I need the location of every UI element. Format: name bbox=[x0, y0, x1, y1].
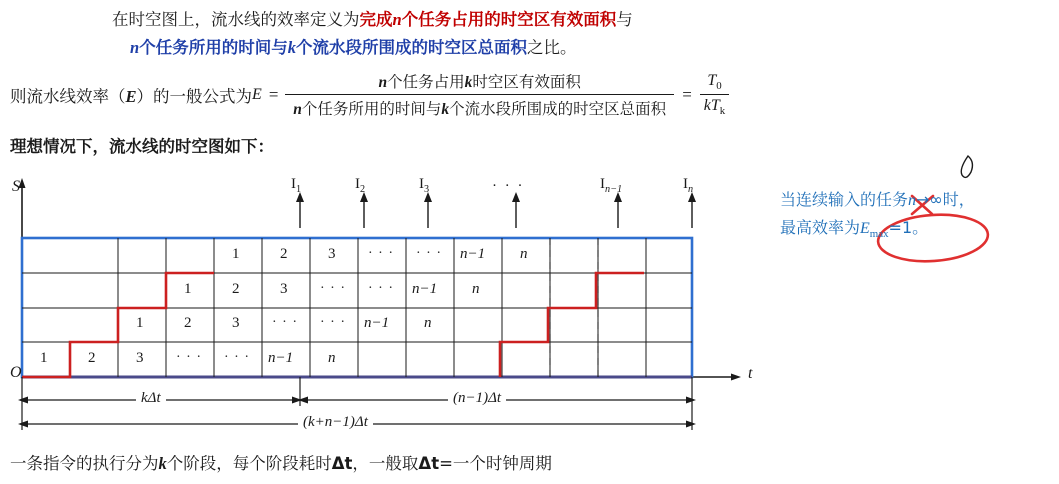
cell-r2-c4: · · · bbox=[272, 315, 298, 330]
formula-fraction bbox=[285, 70, 674, 119]
formula-equals-2: = bbox=[682, 84, 692, 104]
cell-r2-c7: n bbox=[424, 315, 432, 331]
cell-r4-c1: 1 bbox=[232, 246, 240, 262]
annotation-line1-n: n bbox=[908, 192, 917, 209]
measure-label-n1dt: (n−1)Δt bbox=[448, 390, 506, 407]
intro-line1-part2: 与 bbox=[616, 10, 633, 29]
cell-r4-c2: 2 bbox=[280, 246, 288, 262]
bottom-c: ，一般取 bbox=[352, 454, 419, 473]
annotation-line1-a: 当连续输入的任务 bbox=[780, 190, 909, 209]
cell-r1-c6: n−1 bbox=[268, 350, 294, 366]
instruction-label-ellipsis: · · · bbox=[492, 178, 525, 194]
formula-den-n: n bbox=[293, 101, 302, 118]
formula-result-T: T bbox=[707, 71, 717, 89]
formula-result-denominator bbox=[700, 94, 729, 117]
intro-line1-highlight2: 个任务占用的时空区有效面积 bbox=[401, 10, 617, 29]
formula-den-text2: 个流水段所围成的时空区总面积 bbox=[449, 100, 667, 118]
formula-den-k: k bbox=[441, 101, 450, 118]
cell-r1-c3: 3 bbox=[136, 350, 144, 366]
formula-num-text1: 个任务占用 bbox=[387, 73, 465, 91]
annotation-line-2 bbox=[780, 214, 1050, 248]
formula-result-fraction bbox=[700, 72, 729, 117]
annotation-line2-sub: max bbox=[869, 228, 889, 241]
bottom-d: =一个时钟周期 bbox=[439, 454, 552, 473]
space-time-diagram bbox=[8, 172, 768, 442]
formula-num-text2: 时空区有效面积 bbox=[472, 73, 581, 91]
annotation-text bbox=[780, 186, 1050, 248]
cell-r1-c2: 2 bbox=[88, 350, 96, 366]
instruction-label-n: $I_n$ bbox=[683, 176, 694, 195]
formula-equals: = bbox=[267, 84, 280, 104]
cell-r4-c6: n−1 bbox=[460, 246, 486, 262]
cell-r4-c3: 3 bbox=[328, 246, 336, 262]
axis-label-t: t bbox=[748, 365, 753, 382]
cell-r3-c3: 3 bbox=[280, 281, 288, 297]
intro-line2-var-n: n bbox=[130, 38, 140, 57]
annotation-line2-a: 最高效率为 bbox=[780, 218, 861, 237]
intro-line1-highlight1: 完成 bbox=[359, 10, 393, 29]
axis-origin-O: O bbox=[10, 364, 22, 381]
cell-r2-c3: 3 bbox=[232, 315, 240, 331]
formula-E-symbol: E bbox=[252, 85, 262, 103]
instruction-label-n-1: $I_{n-1}$ bbox=[600, 176, 623, 195]
cell-r1-c1: 1 bbox=[40, 350, 48, 366]
formula-num-n: n bbox=[378, 74, 388, 91]
intro-line1-var-n: n bbox=[392, 10, 402, 29]
cell-r2-c6: n−1 bbox=[364, 315, 390, 331]
instruction-label-1: $I_1$ bbox=[291, 176, 302, 195]
annotation-line1-b: →∞时， bbox=[916, 190, 975, 209]
formula-result-Tk: T bbox=[710, 97, 720, 114]
bottom-b: 个阶段，每个阶段耗时 bbox=[166, 454, 332, 473]
formula-lead bbox=[10, 83, 252, 107]
bottom-note bbox=[10, 450, 552, 474]
instruction-label-2: $I_2$ bbox=[355, 176, 366, 195]
cell-r3-c4: · · · bbox=[320, 281, 346, 296]
intro-line2-part3: 之比。 bbox=[526, 38, 577, 57]
cell-r2-c1: 1 bbox=[136, 315, 144, 331]
ideal-case-heading: 理想情况下，流水线的时空图如下： bbox=[10, 137, 274, 156]
formula-den-text1: 个任务所用的时间与 bbox=[301, 100, 442, 118]
axis-label-S: S bbox=[12, 178, 20, 195]
cell-r1-c5: · · · bbox=[224, 350, 250, 365]
formula-denominator bbox=[285, 94, 674, 119]
bottom-a: 一条指令的执行分为 bbox=[10, 454, 159, 473]
intro-line1-part1: 在时空图上，流水线的效率定义为 bbox=[112, 10, 360, 29]
bottom-dt2: Δt bbox=[418, 454, 440, 473]
cell-r1-c7: n bbox=[328, 350, 336, 366]
cell-r3-c1: 1 bbox=[184, 281, 192, 297]
annotation-line-1 bbox=[780, 186, 1050, 214]
formula-lead-b: ）的一般公式为 bbox=[136, 86, 253, 106]
instruction-label-3: $I_3$ bbox=[419, 176, 430, 195]
bottom-dt1: Δt bbox=[331, 454, 353, 473]
cell-r3-c2: 2 bbox=[232, 281, 240, 297]
formula-numerator bbox=[371, 70, 589, 94]
cell-r1-c4: · · · bbox=[176, 350, 202, 365]
cell-r4-c7: n bbox=[520, 246, 528, 262]
formula-lead-E: E bbox=[125, 86, 137, 106]
cell-r3-c6: n−1 bbox=[412, 281, 438, 297]
cell-r3-c5: · · · bbox=[368, 281, 394, 296]
cell-r2-c5: · · · bbox=[320, 315, 346, 330]
cell-r4-c4: · · · bbox=[368, 246, 394, 261]
formula-result-numerator bbox=[703, 72, 725, 94]
formula-result-k: k bbox=[703, 97, 711, 114]
bottom-k: k bbox=[158, 454, 167, 473]
measure-label-kdt: kΔt bbox=[136, 390, 166, 407]
formula-num-k: k bbox=[464, 74, 473, 91]
intro-line2-var-k: k bbox=[287, 38, 296, 57]
measure-label-total: (k+n−1)Δt bbox=[298, 414, 373, 431]
intro-line2-part2: 个流水段所围成的时空区总面积 bbox=[295, 38, 527, 57]
formula-lead-a: 则流水线效率（ bbox=[10, 86, 126, 106]
cell-r3-c7: n bbox=[472, 281, 480, 297]
formula-result-Tk-sub: k bbox=[719, 105, 726, 118]
intro-paragraph bbox=[112, 6, 1012, 62]
annotation-line2-E: E bbox=[860, 220, 870, 237]
efficiency-formula-row bbox=[10, 70, 1050, 119]
cell-r4-c5: · · · bbox=[416, 246, 442, 261]
cell-r2-c2: 2 bbox=[184, 315, 192, 331]
intro-line2-part1: 个任务所用的时间与 bbox=[139, 38, 288, 57]
formula-result-T-sub: 0 bbox=[716, 80, 722, 92]
annotation-line2-b: =1。 bbox=[888, 218, 929, 237]
